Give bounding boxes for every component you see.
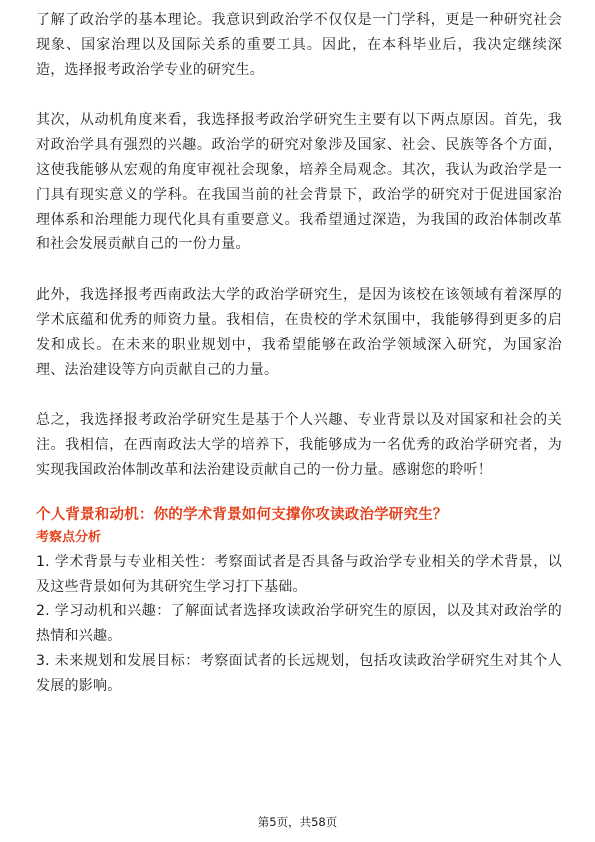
paragraph-gap [36, 382, 562, 408]
paragraph-conclusion: 总之，我选择报考政治学研究生是基于个人兴趣、专业背景以及对国家和社会的关注。我相信，在西南政法大学的培养下，我能够成为一名优秀的政治学研究者，为实现我国政治体制改革和法治建设贡献自己的一份力量。感谢您的聆听！ [36, 412, 562, 478]
analysis-point: 2. 学习动机和兴趣：了解面试者选择攻读政治学研究生的原因，以及其对政治学的热情和兴趣。 [36, 603, 562, 645]
question-title: 个人背景和动机：你的学术背景如何支撑你攻读政治学研究生？ [36, 506, 448, 523]
analysis-point: 1. 学术背景与专业相关性：考察面试者是否具备与政治学专业相关的学术背景，以及这些背景如何为其研究生学习打下基础。 [36, 553, 562, 595]
analysis-points-list [36, 550, 562, 699]
paragraph-motivation: 其次，从动机角度来看，我选择报考政治学研究生主要有以下两点原因。首先，我对政治学具有强烈的兴趣。政治学的研究对象涉及国家、社会、民族等各个方面，这使我能够从宏观的角度审视社会现象，培养全局观念。其次，我认为政治学是一门具有现实意义的学科。在我国当前的社会背景下，政治学的研究对于促进国家治理体系和治理能力现代化具有重要意义。我希望通过深造，为我国的政治体制改革和社会发展贡献自己的一份力量。 [36, 112, 562, 253]
page-content [36, 8, 562, 699]
paragraph-gap [36, 257, 562, 283]
page-number-footer: 第5页，共58页 [257, 815, 338, 829]
paragraph-background: 了解了政治学的基本理论。我意识到政治学不仅仅是一门学科，更是一种研究社会现象、国家治理以及国际关系的重要工具。因此，在本科毕业后，我决定继续深造，选择报考政治学专业的研究生。 [36, 12, 562, 78]
paragraph-school-choice: 此外，我选择报考西南政法大学的政治学研究生，是因为该校在该领域有着深厚的学术底蕴和优秀的师资力量。我相信，在贵校的学术氛围中，我能够得到更多的启发和成长。在未来的职业规划中，我希望能够在政治学领域深入研究，为国家治理、法治建设等方向贡献自己的力量。 [36, 287, 562, 378]
paragraph-gap [36, 82, 562, 108]
analysis-point: 3. 未来规划和发展目标：考察面试者的长远规划，包括攻读政治学研究生对其个人发展的影响。 [36, 652, 562, 694]
analysis-heading: 考察点分析 [36, 529, 102, 545]
